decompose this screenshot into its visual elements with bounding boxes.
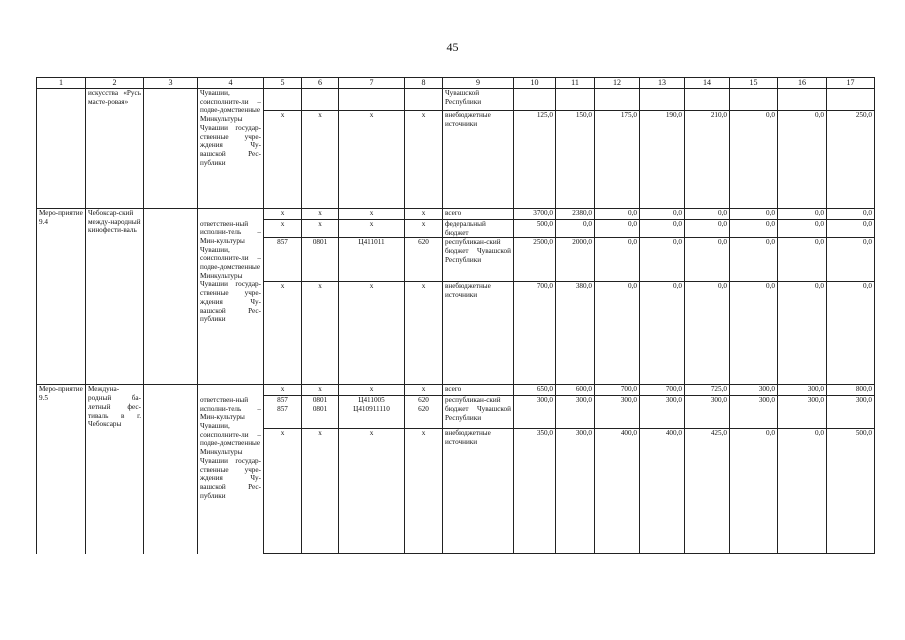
amount-cell: 300,0 (685, 396, 730, 429)
amount-cell: 2500,0 (514, 238, 556, 282)
code-target-cell: х (339, 429, 405, 554)
header-cell: 2 (86, 78, 144, 89)
amount-cell: 650,0 (514, 385, 556, 396)
code-type-cell: 620 620 (405, 396, 443, 429)
executor-cell: ответствен-ный исполни-тель – Мин-культуры Чувашии, соисполните-ли – подве-домственные Минкультуры Чувашии государ-ственные учре-ждения Чу-вашской Рес-публики (198, 396, 264, 554)
funding-source-cell: внебюджетные источники (443, 429, 514, 554)
executor-spacer-cell (198, 209, 264, 220)
amount-cell: 300,0 (556, 396, 595, 429)
amount-cell: 0,0 (730, 282, 778, 385)
code-grbs-cell: х (264, 111, 302, 209)
amount-cell: 400,0 (595, 429, 640, 554)
amount-cell: 0,0 (730, 111, 778, 209)
amount-cell: 0,0 (640, 238, 685, 282)
amount-cell: 300,0 (640, 396, 685, 429)
amount-cell: 0,0 (778, 111, 827, 209)
code-target-cell: х (339, 209, 405, 220)
header-cell: 10 (514, 78, 556, 89)
amount-cell: 425,0 (685, 429, 730, 554)
code-section-cell: х (302, 385, 339, 396)
header-cell: 4 (198, 78, 264, 89)
funding-source-cell: республикан-ский бюджет Чувашской Республики (443, 396, 514, 429)
amount-cell: 300,0 (556, 429, 595, 554)
code-section-cell: х (302, 220, 339, 238)
amount-cell (514, 89, 556, 111)
code-grbs-cell: х (264, 209, 302, 220)
amount-cell: 0,0 (685, 238, 730, 282)
funding-source-cell: всего (443, 385, 514, 396)
table-row (37, 89, 875, 111)
funding-source-cell: республикан-ский бюджет Чувашской Республики (443, 238, 514, 282)
amount-cell (640, 89, 685, 111)
code-grbs-cell: х (264, 429, 302, 554)
code-type-cell: х (405, 429, 443, 554)
amount-cell: 300,0 (778, 396, 827, 429)
empty-cell (144, 89, 198, 209)
header-cell: 6 (302, 78, 339, 89)
table-row (37, 385, 875, 396)
amount-cell: 0,0 (730, 238, 778, 282)
code-target-cell: Ц411005 Ц410911110 (339, 396, 405, 429)
empty-cell (144, 209, 198, 385)
amount-cell: 300,0 (514, 396, 556, 429)
funding-source-cell: внебюджетные источники (443, 111, 514, 209)
header-cell: 5 (264, 78, 302, 89)
amount-cell: 0,0 (778, 238, 827, 282)
activity-label-cell: Меро-приятие 9.4 (37, 209, 86, 385)
header-cell: 16 (778, 78, 827, 89)
amount-cell: 800,0 (827, 385, 875, 396)
code-target-cell: Ц411011 (339, 238, 405, 282)
amount-cell (685, 89, 730, 111)
amount-cell (595, 89, 640, 111)
amount-cell: 3700,0 (514, 209, 556, 220)
code-type-cell: х (405, 385, 443, 396)
amount-cell: 0,0 (640, 220, 685, 238)
amount-cell: 300,0 (827, 396, 875, 429)
amount-cell: 0,0 (685, 282, 730, 385)
activity-name-cell: Междуна-родный ба-летный фес-тиваль в г. Чебоксары (86, 385, 144, 554)
activity-name-cell: искусства «Русь масте-ровая» (86, 89, 144, 209)
amount-cell: 175,0 (595, 111, 640, 209)
amount-cell: 400,0 (640, 429, 685, 554)
amount-cell: 380,0 (556, 282, 595, 385)
header-cell: 12 (595, 78, 640, 89)
code-target-cell (339, 89, 405, 111)
amount-cell (730, 89, 778, 111)
code-section-cell: х (302, 429, 339, 554)
code-grbs-cell (264, 89, 302, 111)
activity-name-cell: Чебоксар-ский между-народный кинофести-валь (86, 209, 144, 385)
amount-cell (827, 89, 875, 111)
code-section-cell: х (302, 282, 339, 385)
code-section-cell: 0801 0801 (302, 396, 339, 429)
code-type-cell: х (405, 220, 443, 238)
amount-cell: 700,0 (514, 282, 556, 385)
amount-cell: 350,0 (514, 429, 556, 554)
activity-label-cell (37, 89, 86, 209)
executor-spacer-cell (198, 385, 264, 396)
amount-cell: 0,0 (595, 238, 640, 282)
amount-cell: 300,0 (595, 396, 640, 429)
page-number: 45 (446, 40, 459, 54)
amount-cell: 150,0 (556, 111, 595, 209)
code-target-cell: х (339, 282, 405, 385)
header-cell: 8 (405, 78, 443, 89)
amount-cell: 0,0 (827, 220, 875, 238)
header-cell: 15 (730, 78, 778, 89)
amount-cell: 0,0 (640, 282, 685, 385)
table-row (37, 209, 875, 220)
code-type-cell: х (405, 111, 443, 209)
amount-cell: 2000,0 (556, 238, 595, 282)
code-grbs-cell: 857 (264, 238, 302, 282)
amount-cell: 700,0 (595, 385, 640, 396)
amount-cell: 0,0 (778, 429, 827, 554)
amount-cell (778, 89, 827, 111)
code-target-cell: х (339, 220, 405, 238)
code-section-cell: 0801 (302, 238, 339, 282)
amount-cell: 0,0 (556, 220, 595, 238)
header-cell: 3 (144, 78, 198, 89)
empty-cell (144, 385, 198, 554)
amount-cell: 0,0 (685, 220, 730, 238)
executor-cell: Чувашии, соисполните-ли – подве-домственные Минкультуры Чувашии государ-ственные учре-ждения Чу-вашской Рес-публики (198, 89, 264, 209)
code-section-cell: х (302, 209, 339, 220)
amount-cell: 0,0 (778, 220, 827, 238)
code-grbs-cell: х (264, 220, 302, 238)
header-cell: 14 (685, 78, 730, 89)
amount-cell: 2380,0 (556, 209, 595, 220)
header-cell: 11 (556, 78, 595, 89)
amount-cell: 190,0 (640, 111, 685, 209)
amount-cell: 300,0 (730, 385, 778, 396)
code-section-cell: х (302, 111, 339, 209)
amount-cell: 300,0 (778, 385, 827, 396)
amount-cell: 125,0 (514, 111, 556, 209)
code-type-cell: х (405, 282, 443, 385)
header-cell: 9 (443, 78, 514, 89)
header-cell: 7 (339, 78, 405, 89)
header-cell: 13 (640, 78, 685, 89)
funding-source-cell: внебюджетные источники (443, 282, 514, 385)
code-type-cell: х (405, 209, 443, 220)
amount-cell: 0,0 (730, 209, 778, 220)
amount-cell: 0,0 (640, 209, 685, 220)
amount-cell: 0,0 (827, 238, 875, 282)
amount-cell: 0,0 (827, 209, 875, 220)
table-header-row (37, 78, 875, 89)
amount-cell: 250,0 (827, 111, 875, 209)
funding-source-cell: всего (443, 209, 514, 220)
amount-cell: 0,0 (778, 209, 827, 220)
amount-cell: 0,0 (778, 282, 827, 385)
header-cell: 17 (827, 78, 875, 89)
code-target-cell: х (339, 111, 405, 209)
activity-label-cell: Меро-приятие 9.5 (37, 385, 86, 554)
amount-cell: 0,0 (595, 282, 640, 385)
amount-cell (556, 89, 595, 111)
code-grbs-cell: х (264, 282, 302, 385)
amount-cell: 0,0 (827, 282, 875, 385)
code-type-cell: 620 (405, 238, 443, 282)
code-type-cell (405, 89, 443, 111)
executor-cell: ответствен-ный исполни-тель – Мин-культуры Чувашии, соисполните-ли – подве-домственные Минкультуры Чувашии государ-ственные учре-ждения Чу-вашской Рес-публики (198, 220, 264, 385)
amount-cell: 0,0 (595, 209, 640, 220)
amount-cell: 700,0 (640, 385, 685, 396)
budget-table (36, 77, 875, 554)
amount-cell: 0,0 (685, 209, 730, 220)
amount-cell: 300,0 (730, 396, 778, 429)
code-grbs-cell: х (264, 385, 302, 396)
funding-source-cell: федеральный бюджет (443, 220, 514, 238)
amount-cell: 500,0 (827, 429, 875, 554)
amount-cell: 0,0 (730, 220, 778, 238)
amount-cell: 0,0 (595, 220, 640, 238)
amount-cell: 0,0 (730, 429, 778, 554)
code-target-cell: х (339, 385, 405, 396)
amount-cell: 600,0 (556, 385, 595, 396)
code-grbs-cell: 857 857 (264, 396, 302, 429)
amount-cell: 725,0 (685, 385, 730, 396)
header-cell: 1 (37, 78, 86, 89)
amount-cell: 500,0 (514, 220, 556, 238)
code-section-cell (302, 89, 339, 111)
amount-cell: 210,0 (685, 111, 730, 209)
funding-source-cell: Чувашской Республики (443, 89, 514, 111)
